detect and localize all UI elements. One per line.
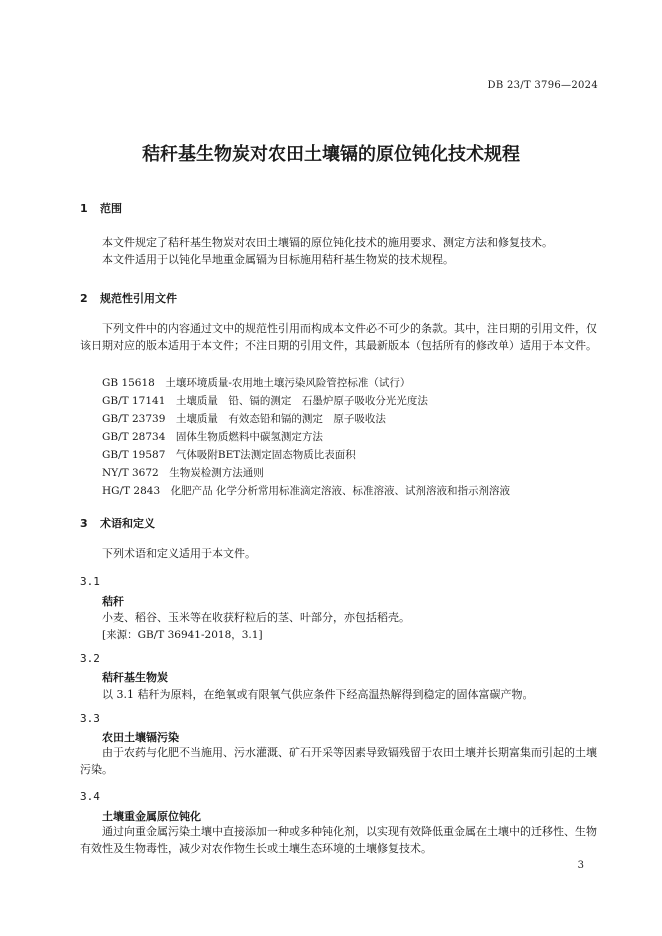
section-2-heading <box>80 290 177 306</box>
section-3-heading <box>80 515 155 531</box>
term-name: 秸秆基生物炭 <box>102 671 168 684</box>
section-3-intro: 下列术语和定义适用于本文件。 <box>102 547 256 560</box>
section-2-intro: 下列文件中的内容通过文中的规范性引用而构成本文件必不可少的条款。其中，注日期的引用文件，仅该日期对应的版本适用于本文件；不注日期的引用文件，其最新版本（包括所有的修改单）适用于本文件。 <box>80 322 597 352</box>
term-definition: 通过向重金属污染土壤中直接添加一种或多种钝化剂，以实现有效降低重金属在土壤中的迁移性、生物有效性及生物毒性，减少对农作物生长或土壤生态环境的土壤修复技术。 <box>80 825 597 855</box>
page-number: 3 <box>577 860 584 871</box>
term-number: 3.2 <box>80 652 100 665</box>
term-definition: 小麦、稻谷、玉米等在收获籽粒后的茎、叶部分，亦包括稻壳。 <box>102 611 410 624</box>
section-title: 术语和定义 <box>100 517 155 530</box>
section-number: 3 <box>80 517 88 530</box>
standard-code: DB 23/T 3796—2024 <box>487 80 598 91</box>
reference-item: GB/T 23739 土壤质量 有效态铅和镉的测定 原子吸收法 <box>102 413 386 425</box>
reference-item: GB 15618 土壤环境质量-农用地土壤污染风险管控标准（试行） <box>102 377 411 389</box>
section-number: 1 <box>80 202 88 215</box>
section-1-heading <box>80 200 122 216</box>
document-title: 秸秆基生物炭对农田土壤镉的原位钝化技术规程 <box>142 144 520 165</box>
term-number: 3.3 <box>80 712 100 725</box>
reference-item: GB/T 17141 土壤质量 铅、镉的测定 石墨炉原子吸收分光光度法 <box>102 395 428 407</box>
reference-item: GB/T 19587 气体吸附BET法测定固态物质比表面积 <box>102 449 356 461</box>
reference-item: HG/T 2843 化肥产品 化学分析常用标准滴定溶液、标准溶液、试剂溶液和指示剂溶液 <box>102 485 510 497</box>
term-source: [来源：GB/T 36941-2018，3.1] <box>102 629 263 641</box>
term-number: 3.1 <box>80 575 100 588</box>
section-number: 2 <box>80 292 88 305</box>
reference-item: NY/T 3672 生物炭检测方法通则 <box>102 467 264 479</box>
term-name: 农田土壤镉污染 <box>102 731 179 744</box>
term-name: 土壤重金属原位钝化 <box>102 810 201 823</box>
term-number: 3.4 <box>80 790 100 803</box>
section-1-paragraph-1: 本文件规定了秸秆基生物炭对农田土壤镉的原位钝化技术的施用要求、测定方法和修复技术。 <box>102 236 553 249</box>
reference-item: GB/T 28734 固体生物质燃料中碳氢测定方法 <box>102 431 323 443</box>
term-definition: 由于农药与化肥不当施用、污水灌溉、矿石开采等因素导致镉残留于农田土壤并长期富集而引起的土壤污染。 <box>80 746 597 776</box>
section-title: 规范性引用文件 <box>100 292 177 305</box>
section-1-paragraph-2: 本文件适用于以钝化旱地重金属镉为目标施用秸秆基生物炭的技术规程。 <box>102 253 454 266</box>
section-title: 范围 <box>100 202 122 215</box>
term-definition: 以 3.1 秸秆为原料，在绝氧或有限氧气供应条件下经高温热解得到稳定的固体富碳产物。 <box>102 688 534 701</box>
term-name: 秸秆 <box>102 595 124 608</box>
